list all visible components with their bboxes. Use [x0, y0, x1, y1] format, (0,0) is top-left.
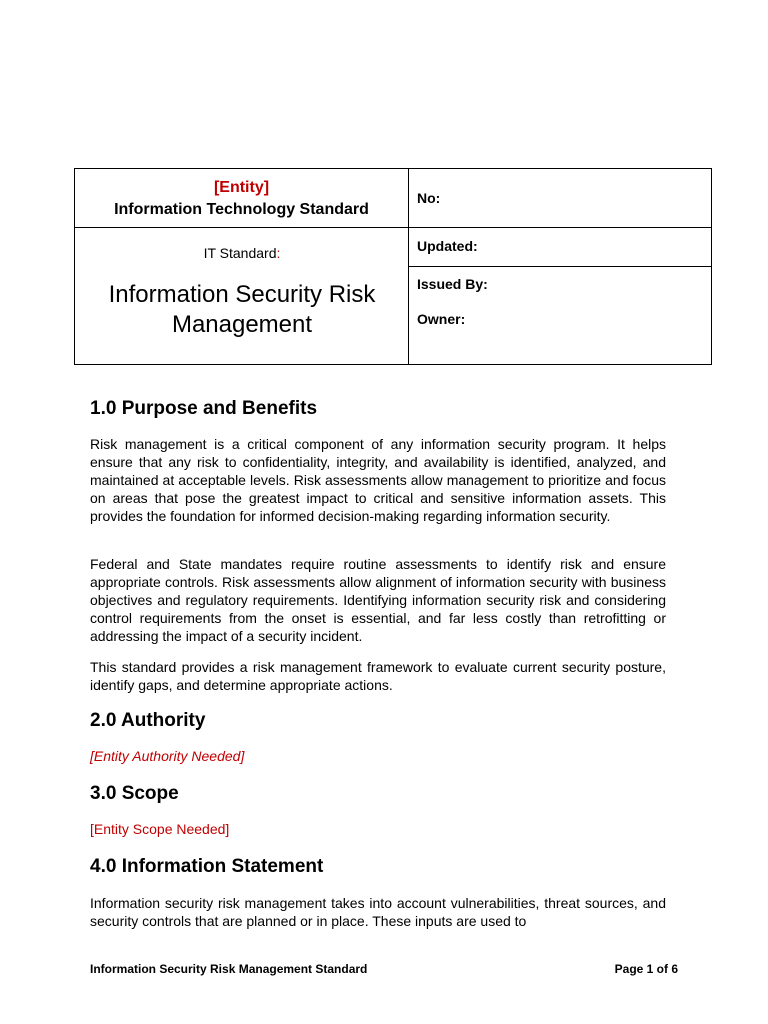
header-entity-cell — [75, 169, 409, 228]
document-title: Information Security Risk Management — [108, 281, 376, 338]
document-header-table — [74, 168, 712, 365]
footer-document-title: Information Security Risk Management Standard — [90, 962, 368, 976]
section-heading-authority: 2.0 Authority — [90, 710, 206, 731]
section-heading-statement: 4.0 Information Statement — [90, 856, 324, 877]
footer-page-number: Page 1 of 6 — [614, 962, 678, 976]
entity-placeholder: [Entity] — [213, 178, 270, 196]
section-heading-scope: 3.0 Scope — [90, 783, 179, 804]
updated-label: Updated: — [417, 238, 478, 254]
scope-placeholder: [Entity Scope Needed] — [90, 821, 230, 837]
issued-by-label: Issued By: — [417, 276, 488, 292]
owner-label: Owner: — [417, 311, 466, 327]
purpose-paragraph-3: This standard provides a risk management framework to evaluate current security posture, identify gaps, and determine appropriate actions. — [90, 659, 666, 693]
purpose-paragraph-1: Risk management is a critical component of any information security program. It helps ensure that any risk to confidentiality, integrity, and availability is identified, analyzed, and maintained at acceptable levels. Risk assessments allow management to prioritize and focus on areas that pose the greatest impact to critical and sensitive information assets. This provides the foundation for informed decision-making regarding information security. — [90, 436, 666, 524]
section-heading-purpose: 1.0 Purpose and Benefits — [90, 398, 318, 419]
purpose-paragraph-2: Federal and State mandates require routine assessments to identify risk and ensure appropriate controls. Risk assessments allow alignment of information security with business objectives and regulatory requirements. Identifying information security risk and considering control requirements from the onset is essential, and far less costly than retrofitting or addressing the impact of a security incident. — [90, 556, 666, 644]
header-updated-cell — [409, 228, 711, 267]
header-number-cell — [409, 169, 711, 228]
number-label: No: — [417, 190, 441, 206]
it-standard-heading: Information Technology Standard — [114, 200, 369, 218]
it-standard-label: IT Standard: — [203, 245, 281, 261]
header-issuer-cell — [409, 267, 711, 364]
header-title-cell — [75, 228, 409, 364]
statement-paragraph-1: Information security risk management takes into account vulnerabilities, threat sources, and security controls that are planned or in place. These inputs are used to — [90, 895, 666, 929]
authority-placeholder: [Entity Authority Needed] — [90, 748, 245, 764]
